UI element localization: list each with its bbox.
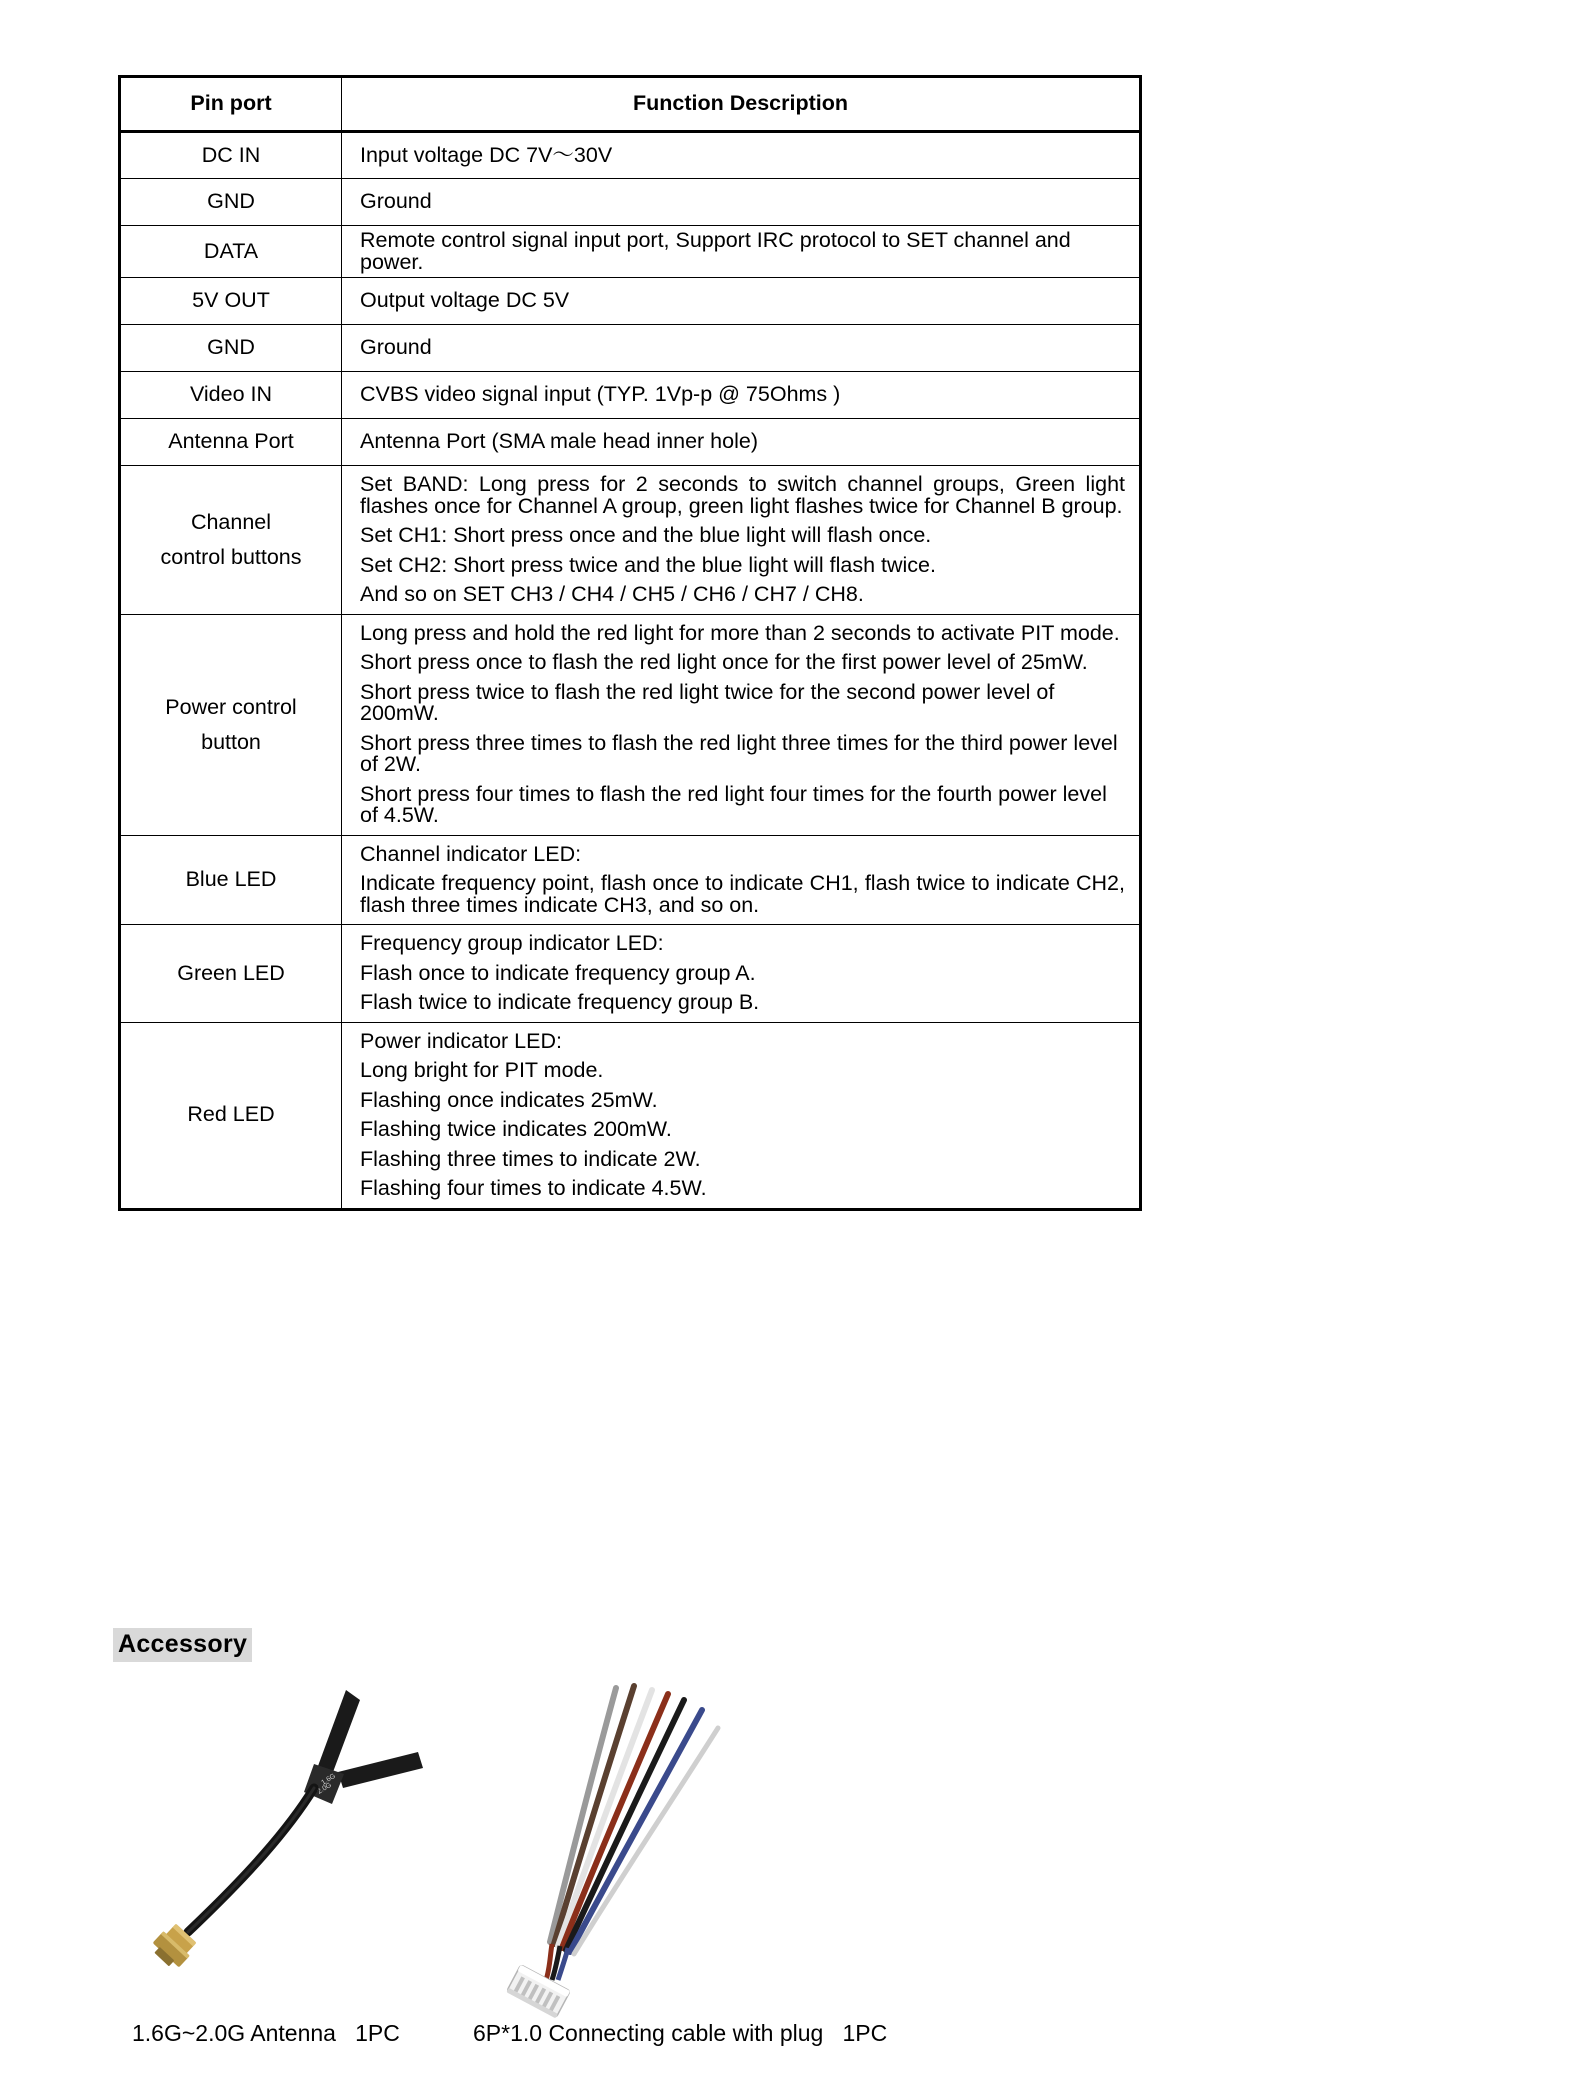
pin-name: GND (120, 325, 342, 372)
table-row (120, 419, 1141, 466)
pin-name: 5V OUT (120, 278, 342, 325)
pin-description (342, 835, 1141, 925)
pin-description (342, 1022, 1141, 1209)
pin-name-line2: control buttons (160, 544, 302, 569)
description-line: Set CH1: Short press once and the blue light will flash once. (360, 523, 932, 547)
pin-name: DC IN (120, 132, 342, 179)
pin-description: Output voltage DC 5V (342, 278, 1141, 325)
table-row (120, 132, 1141, 179)
description-line: Flashing once indicates 25mW. (360, 1087, 658, 1112)
pin-description: CVBS video signal input (TYP. 1Vp-p @ 75Ohms ) (342, 372, 1141, 419)
antenna-band-label-1: 1.6G (320, 1772, 337, 1787)
description-line: Indicate frequency point, flash once to indicate CH1, flash twice to indicate CH2, flash three times indicate CH3, and so on. (360, 871, 1125, 917)
table-body (120, 132, 1141, 1210)
accessory-caption-antenna: 1.6G~2.0G Antenna 1PC (132, 2020, 400, 2046)
table-row (120, 835, 1141, 925)
table-row (120, 466, 1141, 615)
table-header-row (120, 77, 1141, 132)
pin-name: DATA (120, 226, 342, 278)
table-row (120, 179, 1141, 226)
pin-name-line1: Power control (165, 694, 297, 719)
cable-illustration (506, 1686, 718, 2018)
description-line: Short press twice to flash the red light twice for the second power level of 200mW. (360, 679, 1055, 725)
description-line: Flash once to indicate frequency group A. (360, 960, 756, 985)
table-row (120, 325, 1141, 372)
table-row (120, 1022, 1141, 1209)
table-head (120, 77, 1141, 132)
pin-description: Antenna Port (SMA male head inner hole) (342, 419, 1141, 466)
table-row (120, 226, 1141, 278)
description-line: Set CH2: Short press twice and the blue light will flash twice. (360, 552, 936, 577)
pin-description (342, 466, 1141, 615)
table-row (120, 372, 1141, 419)
description-line: Flashing three times to indicate 2W. (360, 1146, 701, 1171)
pin-description: Input voltage DC 7V～30V (342, 132, 1141, 179)
antenna-arm-right (338, 1752, 423, 1788)
description-line: Power indicator LED: (360, 1028, 562, 1053)
accessory-caption-cable: 6P*1.0 Connecting cable with plug 1PC (473, 2020, 888, 2046)
column-header-function-description: Function Description (342, 77, 1141, 132)
antenna-band-label-2: 2.0G (316, 1781, 333, 1796)
pin-name: GND (120, 179, 342, 226)
pin-description (342, 925, 1141, 1023)
table-row (120, 278, 1141, 325)
description-line: Short press three times to flash the red light three times for the third power level of 2W. (360, 730, 1118, 776)
description-line: Long press and hold the red light for more than 2 seconds to activate PIT mode. (360, 620, 1120, 645)
description-line: Long bright for PIT mode. (360, 1058, 604, 1082)
description-line: Short press once to flash the red light once for the first power level of 25mW. (360, 650, 1088, 674)
pin-function-table (118, 75, 1142, 1211)
pin-description: Ground (342, 179, 1141, 226)
antenna-illustration (148, 1690, 423, 1972)
pin-name: Video IN (120, 372, 342, 419)
pin-name-line1: Channel (190, 509, 272, 534)
description-line: Flashing four times to indicate 4.5W. (360, 1176, 707, 1200)
description-line: Short press four times to flash the red light four times for the fourth power level of 4.5W. (360, 781, 1107, 827)
pin-description: Remote control signal input port, Support IRC protocol to SET channel and power. (342, 226, 1141, 278)
pin-name (120, 466, 342, 615)
accessory-section-heading: Accessory (113, 1628, 252, 1662)
pin-name: Red LED (120, 1022, 342, 1209)
wire-black (566, 1700, 684, 1950)
antenna-coax-cable (188, 1788, 314, 1932)
description-line: Set BAND: Long press for 2 seconds to switch channel groups, Green light flashes once for Channel A group, green light flashes twice for Channel B group. (360, 472, 1125, 518)
column-header-pin-port: Pin port (120, 77, 342, 132)
description-line: Flash twice to indicate frequency group B. (360, 990, 760, 1014)
description-line: And so on SET CH3 / CH4 / CH5 / CH6 / CH7 / CH8. (360, 582, 864, 606)
pin-name: Green LED (120, 925, 342, 1023)
table-row (120, 614, 1141, 835)
accessory-illustration (118, 1680, 1118, 2020)
accessory-images (118, 1680, 1118, 2020)
pin-name-line2: button (201, 729, 261, 754)
pin-name (120, 614, 342, 835)
pin-name: Blue LED (120, 835, 342, 925)
pin-name: Antenna Port (120, 419, 342, 466)
table-row (120, 925, 1141, 1023)
pin-description (342, 614, 1141, 835)
description-line: Channel indicator LED: (360, 841, 582, 866)
description-line: Flashing twice indicates 200mW. (360, 1117, 672, 1141)
pin-description: Ground (342, 325, 1141, 372)
antenna-arm-left (318, 1690, 360, 1772)
description-line: Frequency group indicator LED: (360, 931, 664, 955)
